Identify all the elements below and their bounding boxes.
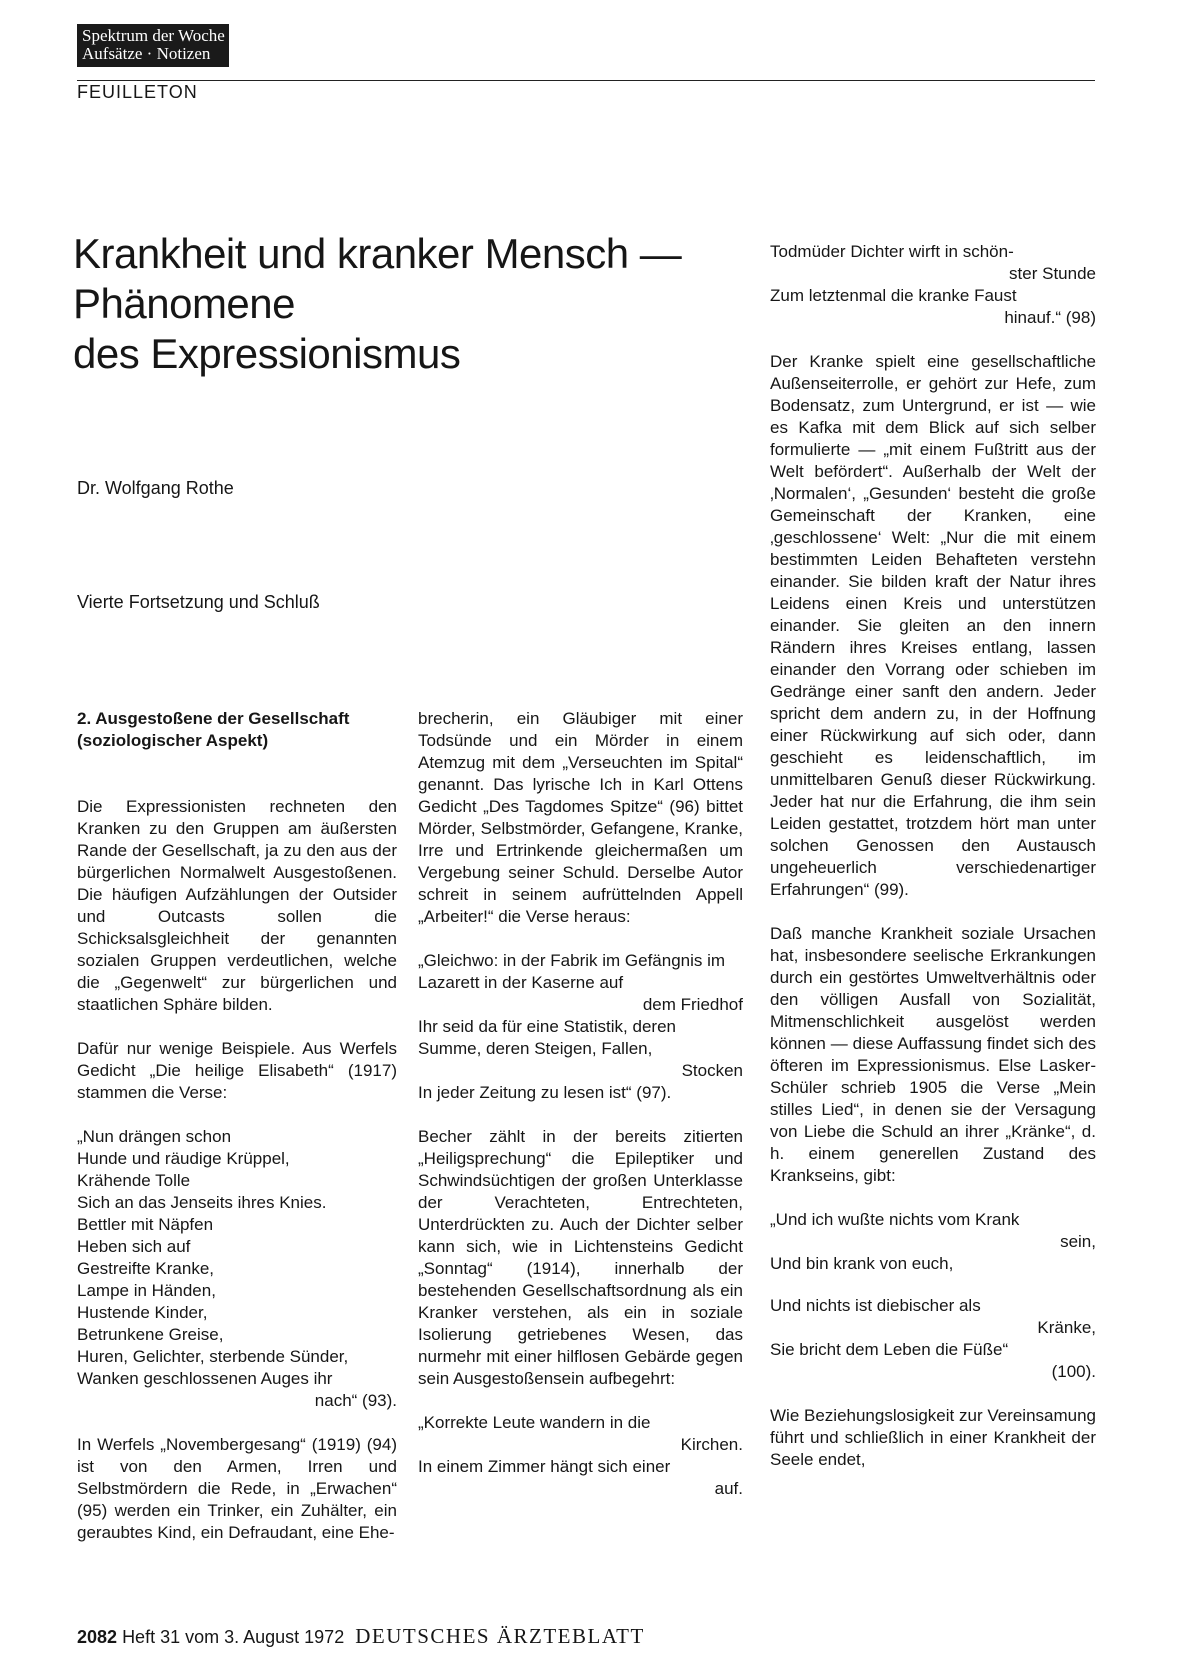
verse-line: In einem Zimmer hängt sich einer [418,1457,671,1476]
journal-name: DEUTSCHES ÄRZTEBLATT [355,1624,645,1648]
verse-quote [770,1209,1096,1275]
kicker-line: Aufsätze · Notizen [82,44,211,63]
verse-line: Wanken geschlossenen Auges ihr [77,1369,333,1388]
verse-line: „Nun drängen schon [77,1127,232,1146]
issue-info: Heft 31 vom 3. August 1972 [122,1627,345,1647]
paragraph: Wie Beziehungslosigkeit zur Vereinsamung führt und schließlich in einer Krankheit der Seele endet, [770,1406,1097,1469]
verse-line: Hunde und räudige Krüppel, [77,1149,290,1168]
verse-line: nach“ (93). [314,1391,397,1410]
paragraph: Die Expressionisten rechneten den Kranken zu den Gruppen am äußersten Rande der Gesellschaft, ja zu den aus der bürgerlichen Normalwelt Ausgestoßenen. Die häufigen Aufzählungen der Outsider und Outcasts sollen die Schicksalsgleichheit der genannten sozialen Gruppen verdeutlichen, welche die „Gegenwelt“ zur bürgerlichen und staatlichen Sphäre bilden. [77,797,397,1014]
verse-line: „Korrekte Leute wandern in die [418,1413,651,1432]
verse-quote [418,950,743,1104]
verse-line: dem Friedhof [642,995,743,1014]
page-number: 2082 [77,1627,118,1647]
verse-line: hinauf.“ (98) [1004,308,1096,327]
article-title [73,229,753,379]
section-kicker [77,24,229,67]
article-author: Dr. Wolfgang Rothe [77,478,234,498]
verse-line: Lampe in Händen, [77,1281,216,1300]
section-label: FEUILLETON [77,82,198,102]
verse-line: Betrunkene Greise, [77,1325,224,1344]
verse-line: Kränke, [1037,1318,1096,1337]
text-column-3 [770,241,1096,1471]
paragraph: brecherin, ein Gläubiger mit einer Todsünde und ein Mörder in einem Atemzug mit dem „Verseuchten im Spital“ genannt. Das lyrische Ich in Karl Ottens Gedicht „Des Tagdomes Spitze“ (96) bittet Mörder, Selbstmörder, Gefangene, Kranke, Irre und Ertrinkende gleichermaßen um Vergebung seiner Schuld. Derselbe Autor schreit in seinem aufrüttelnden Appell „Arbeiter!“ die Verse heraus: [418,709,743,926]
paragraph: Becher zählt in der bereits zitierten „Heiligsprechung“ die Epileptiker und Schwindsüchtigen der großen Unterklasse der Verachteten, Entrechteten, Unterdrückten zu. Auch der Dichter selber kann sich, wie in Lichtensteins Gedicht „Sonntag“ (1914), innerhalb der bestehenden Gesellschaftsordnung als ein Kranker verstehen, als ein in soziale Isolierung getriebenes Wesen, das nurmehr mit einer hilflosen Gebärde gegen sein Ausgestoßensein aufbegehrt: [418,1127,743,1388]
text-column-2 [418,708,743,1500]
verse-quote [77,1126,397,1412]
section-heading [77,708,397,752]
verse-line: auf. [714,1479,743,1498]
text-column-1 [77,708,397,1544]
article-subtitle: Vierte Fortsetzung und Schluß [77,592,320,612]
verse-line: Stocken [681,1061,743,1080]
kicker-line: Spektrum der Woche [82,26,225,45]
verse-line: Bettler mit Näpfen [77,1215,214,1234]
heading-line: (soziologischer Aspekt) [77,731,269,750]
verse-line: Und nichts ist diebischer als [770,1296,981,1315]
title-line: Phänomene [73,280,296,327]
paragraph: In Werfels „Novembergesang“ (1919) (94) ist von den Armen, Irren und Selbstmördern die Rede, in „Erwachen“ (95) werden ein Trinker, ein Zuhälter, ein geraubtes Kind, ein Defraudant, eine Ehe- [77,1435,397,1542]
page-footer [77,1624,645,1649]
title-line: Krankheit und kranker Mensch — [73,230,682,277]
verse-line: Hustende Kinder, [77,1303,208,1322]
verse-line: Huren, Gelichter, sterbende Sünder, [77,1347,349,1366]
header-rule [77,80,1095,81]
paragraph: Der Kranke spielt eine gesellschaftliche Außenseiterrolle, er gehört zur Hefe, zum Bodensatz, zum Untergrund, er ist — wie es Kafka mit dem Blick auf sich selber formulierte — „mit einem Fußtritt aus der Welt befördert“. Außerhalb der Welt der ‚Normalen‘, „Gesunden‘ besteht die große Gemeinschaft der Kranken, eine ‚geschlossene‘ Welt: „Nur die mit einem bestimmten Leiden Behafteten verstehn einander. Sie bilden kraft der Natur ihres Leidens einen Kreis und unterstützen einander. Sie gleiten an den innern Rändern ihres Kreises entlang, lassen einander den Vorrang oder schieben im Gedränge einer sanft den andern. Jeder spricht dem andern zu, in der Hoffnung einer Rückwirkung auf sich oder, dann geschieht es leidenschaftlich, im unmittelbaren Genuß dieser Rückwirkung. Jeder hat nur die Erfahrung, die ihm sein Leiden gestattet, trotzdem hört man unter solchen Genossen den Austausch ungeheuerlich verschiedenartiger Erfahrungen“ (99). [770,352,1096,899]
heading-line: 2. Ausgestoßene der Gesellschaft [77,709,350,728]
verse-line: Sie bricht dem Leben die Füße“ [770,1340,1009,1359]
verse-line: „Gleichwo: in der Fabrik im Gefängnis im Lazarett in der Kaserne auf [418,951,726,992]
verse-line: Zum letztenmal die kranke Faust [770,286,1017,305]
verse-line: Ihr seid da für eine Statistik, deren Summe, deren Steigen, Fallen, [418,1017,676,1058]
paragraph: Daß manche Krankheit soziale Ursachen hat, insbesondere seelische Erkrankungen durch ein gestörtes Umweltverhältnis oder den völligen Ausfall von Sozialität, Mitmenschlichkeit ausgelöst werden können — diese Auffassung findet sich des öfteren im Expressionismus. Else Lasker-Schüler schrieb 1905 die Verse „Mein stilles Lied“, in denen sie der Versagung von Liebe die Schuld an ihrer „Kränke“, d. h. einem generellen Zustand des Krankseins, gibt: [770,924,1096,1185]
verse-line: Heben sich auf [77,1237,191,1256]
verse-line: (100). [1051,1362,1096,1381]
verse-line: Und bin krank von euch, [770,1254,954,1273]
title-line: des Expressionismus [73,330,461,377]
verse-line: ster Stunde [1009,264,1096,283]
verse-line: In jeder Zeitung zu lesen ist“ (97). [418,1083,672,1102]
verse-line: Krähende Tolle [77,1171,191,1190]
verse-line: „Und ich wußte nichts vom Krank [770,1210,1020,1229]
verse-line: sein, [1060,1232,1096,1251]
verse-quote [418,1412,743,1500]
verse-quote [770,1295,1096,1383]
verse-line: Kirchen. [680,1435,743,1454]
verse-quote [770,241,1096,329]
verse-line: Sich an das Jenseits ihres Knies. [77,1193,327,1212]
paragraph: Dafür nur wenige Beispiele. Aus Werfels Gedicht „Die heilige Elisabeth“ (1917) stammen die Verse: [77,1039,397,1102]
verse-line: Gestreifte Kranke, [77,1259,215,1278]
verse-line: Todmüder Dichter wirft in schön- [770,242,1014,261]
